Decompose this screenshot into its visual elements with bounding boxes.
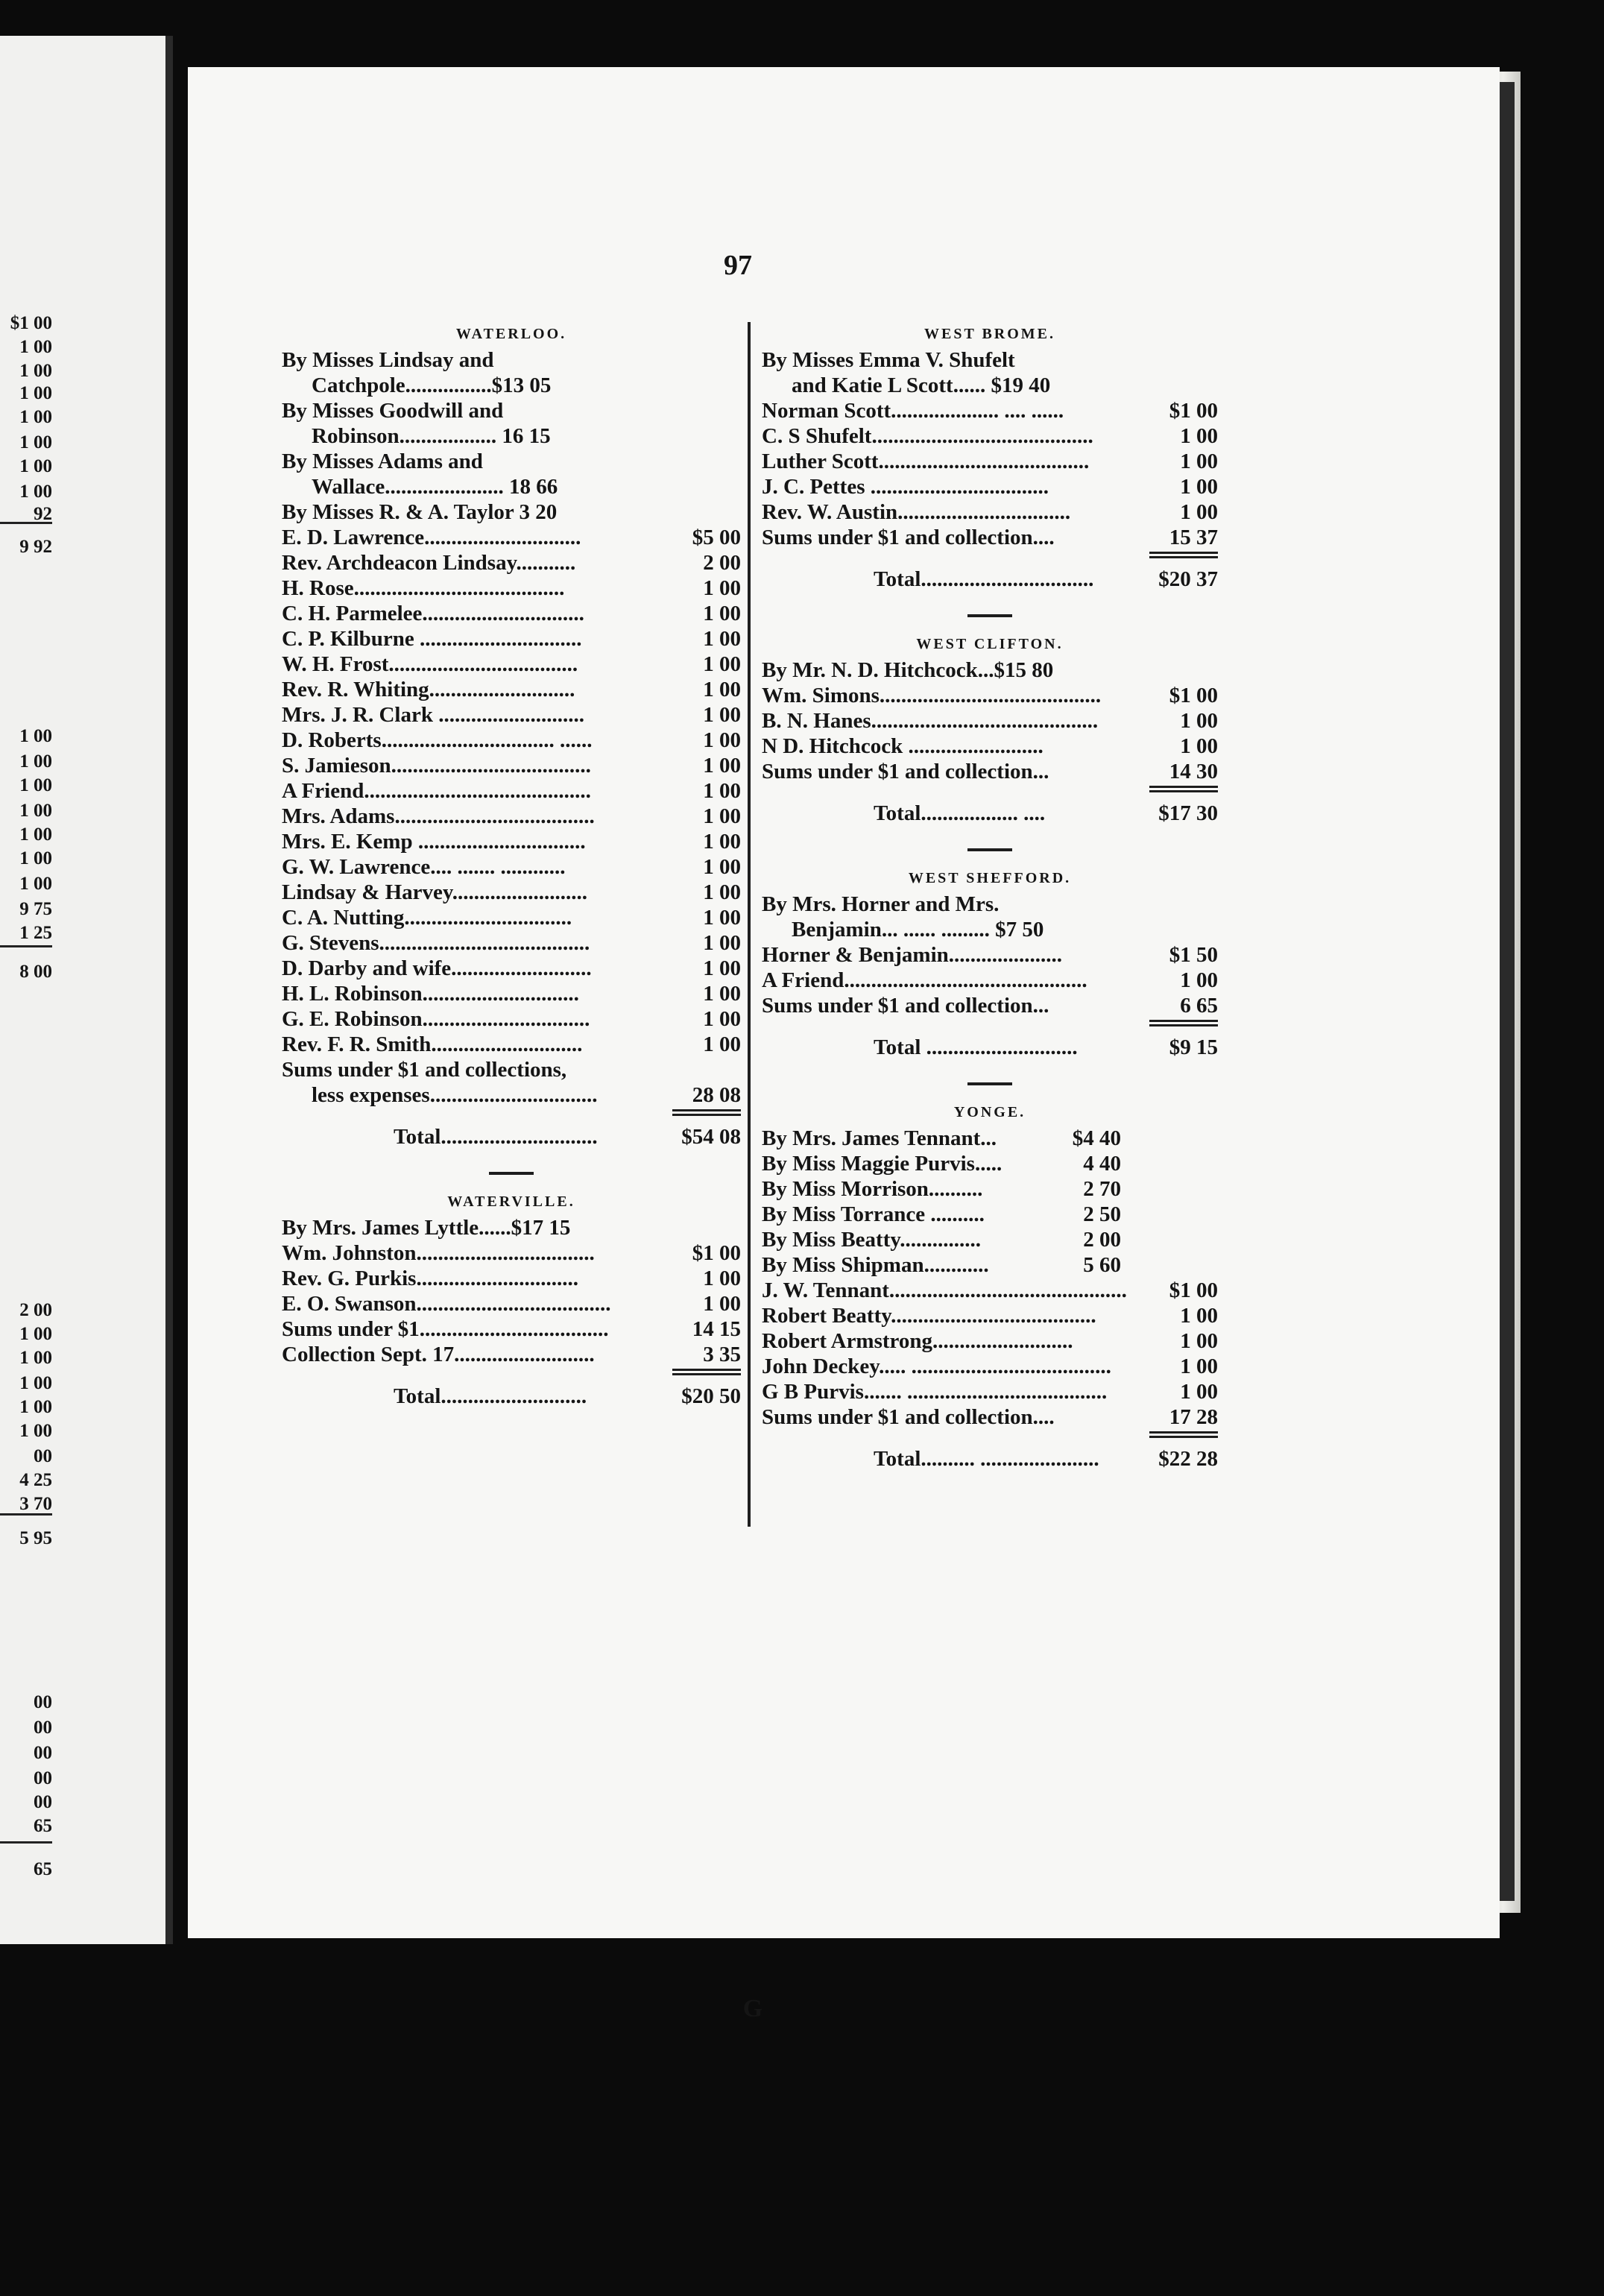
ledger-line — [282, 905, 741, 930]
previous-page-amount: 92 — [34, 504, 52, 524]
previous-page-amount: 1 00 — [19, 383, 52, 403]
entry-amount: 1 00 — [703, 1267, 741, 1290]
previous-page-amount: 4 25 — [19, 1470, 52, 1490]
ledger-line — [762, 373, 1218, 398]
entry-amount: 1 00 — [703, 956, 741, 980]
entry-text: E. O. Swanson.................................... — [282, 1292, 611, 1316]
ledger-line — [282, 702, 741, 728]
entry-text: Benjamin... ...... ......... $7 50 — [792, 918, 1044, 942]
entry-amount: 1 00 — [703, 703, 741, 727]
entry-text: Sums under $1 and collections, — [282, 1058, 567, 1082]
ledger-line — [282, 981, 741, 1006]
entry-amount: 1 00 — [703, 830, 741, 854]
entry-text: By Misses Lindsay and — [282, 348, 494, 372]
entry-text: By Miss Maggie Purvis..... — [762, 1152, 1002, 1176]
page-gutter — [165, 36, 173, 1944]
right-column — [762, 321, 1218, 1480]
entry-text: less expenses............................... — [312, 1083, 598, 1107]
ledger-line — [762, 1202, 1218, 1227]
entry-text: and Katie L Scott...... $19 40 — [792, 373, 1051, 397]
section-heading: WEST CLIFTON. — [916, 636, 1064, 652]
entry-amount: 1 00 — [1180, 450, 1218, 473]
entry-text: Lindsay & Harvey......................... — [282, 880, 588, 904]
section-heading: YONGE. — [953, 1104, 1026, 1120]
ledger-line — [762, 917, 1218, 942]
entry-text: Robinson.................. 16 15 — [312, 424, 551, 448]
ledger-line — [282, 373, 741, 398]
entry-text: By Miss Shipman............ — [762, 1253, 989, 1277]
ledger-line — [282, 575, 741, 601]
previous-page-amount: 65 — [34, 1816, 52, 1836]
section-waterville — [282, 1188, 741, 1418]
previous-page-amount: 1 00 — [19, 1421, 52, 1441]
previous-page-amount: 1 00 — [19, 726, 52, 746]
entry-amount: 1 00 — [703, 678, 741, 701]
ledger-line — [762, 734, 1218, 759]
previous-page-amount: 65 — [34, 1859, 52, 1879]
total-line — [282, 1384, 741, 1409]
entry-text: B. N. Hanes.......................................... — [762, 709, 1099, 733]
entry-amount: 1 00 — [703, 652, 741, 676]
previous-page-amount: 00 — [34, 1692, 52, 1712]
entry-text: By Mr. N. D. Hitchcock...$15 80 — [762, 658, 1054, 682]
entry-amount: 17 28 — [1169, 1405, 1218, 1429]
previous-page-rule — [0, 1513, 52, 1516]
entry-text: W. H. Frost................................... — [282, 652, 578, 676]
entry-text: N D. Hitchcock ......................... — [762, 734, 1043, 758]
ledger-line — [762, 993, 1218, 1018]
entry-text: Wm. Simons......................................... — [762, 684, 1102, 707]
ledger-line — [762, 1151, 1218, 1176]
sum-rule — [762, 784, 1218, 801]
entry-text: Collection Sept. 17.......................... — [282, 1343, 595, 1366]
previous-page-amount: 1 00 — [19, 1373, 52, 1393]
ledger-line — [762, 1354, 1218, 1379]
ledger-line — [762, 683, 1218, 708]
entry-amount: 1 00 — [1180, 475, 1218, 499]
previous-page-amount: 1 00 — [19, 407, 52, 427]
entry-amount: $1 00 — [692, 1241, 741, 1265]
section-yonge — [762, 1099, 1218, 1480]
entry-text: Horner & Benjamin..................... — [762, 943, 1063, 967]
entry-amount: 2 00 — [703, 551, 741, 575]
total-label: Total............................. — [394, 1125, 598, 1149]
ledger-line — [282, 1266, 741, 1291]
previous-page-amount: 1 00 — [19, 848, 52, 868]
ledger-line — [282, 930, 741, 956]
entry-text: H. L. Robinson............................. — [282, 982, 579, 1006]
entry-text: Robert Armstrong.......................... — [762, 1329, 1073, 1353]
sum-rule — [282, 1367, 741, 1384]
entry-amount: 1 00 — [1180, 734, 1218, 758]
ledger-line — [762, 759, 1218, 784]
entry-subamount: 2 50 — [1083, 1202, 1121, 1226]
section-separator — [762, 1069, 1218, 1099]
previous-page-amount: 1 00 — [19, 824, 52, 845]
entry-amount: 14 30 — [1169, 760, 1218, 783]
entry-text: By Miss Morrison.......... — [762, 1177, 983, 1201]
previous-page-amount: 9 75 — [19, 899, 52, 919]
section-heading: WEST SHEFFORD. — [908, 870, 1072, 886]
page-number: 97 — [724, 250, 752, 281]
entry-subamount: 5 60 — [1083, 1253, 1121, 1277]
section-heading: WATERVILLE. — [447, 1193, 575, 1210]
entry-amount: 1 00 — [1180, 424, 1218, 448]
previous-page-rule — [0, 1841, 52, 1844]
entry-amount: 1 00 — [703, 855, 741, 879]
total-line — [762, 1446, 1218, 1472]
previous-page-amount: 3 70 — [19, 1494, 52, 1514]
entry-text: Rev. F. R. Smith............................ — [282, 1032, 583, 1056]
ledger-line — [762, 525, 1218, 550]
entry-text: John Deckey..... ..................................... — [762, 1354, 1111, 1378]
section-heading: WEST BROME. — [924, 326, 1055, 342]
previous-page-amount: 1 00 — [19, 801, 52, 821]
ledger-line — [762, 449, 1218, 474]
book-cover-edge — [1498, 82, 1515, 1901]
total-line — [762, 1035, 1218, 1060]
previous-page-amount: 00 — [34, 1743, 52, 1763]
previous-page-amount: 00 — [34, 1718, 52, 1738]
entry-text: By Mrs. James Lyttle......$17 15 — [282, 1216, 571, 1240]
entry-text: D. Roberts................................ ...... — [282, 728, 593, 752]
ledger-line — [282, 880, 741, 905]
ledger-line — [282, 525, 741, 550]
entry-text: Sums under $1 and collection... — [762, 994, 1049, 1018]
entry-amount: $1 50 — [1169, 943, 1218, 967]
ledger-line — [762, 398, 1218, 423]
ledger-line — [282, 1006, 741, 1032]
entry-text: By Misses Emma V. Shufelt — [762, 348, 1015, 372]
signature-mark: G — [742, 1995, 763, 2022]
entry-amount: 1 00 — [1180, 500, 1218, 524]
total-amount: $22 28 — [1158, 1447, 1218, 1471]
ledger-line — [762, 1176, 1218, 1202]
entry-amount: 1 00 — [703, 931, 741, 955]
ledger-line — [282, 1291, 741, 1316]
previous-page-amount: 9 92 — [19, 537, 52, 557]
previous-page-amount: 1 25 — [19, 923, 52, 943]
entry-text: By Miss Beatty............... — [762, 1228, 982, 1252]
ledger-line — [282, 1215, 741, 1240]
entry-text: H. Rose....................................... — [282, 576, 565, 600]
entry-text: Rev. Archdeacon Lindsay........... — [282, 551, 576, 575]
ledger-line — [282, 956, 741, 981]
total-amount: $54 08 — [681, 1125, 741, 1149]
entry-text: C. H. Parmelee.............................. — [282, 602, 584, 625]
entry-amount: 1 00 — [703, 779, 741, 803]
entry-amount: 1 00 — [703, 728, 741, 752]
ledger-line — [762, 942, 1218, 968]
previous-page-amount: 8 00 — [19, 962, 52, 982]
entry-text: By Mrs. Horner and Mrs. — [762, 892, 1000, 916]
ledger-line — [282, 728, 741, 753]
total-amount: $20 37 — [1158, 567, 1218, 591]
ledger-line — [282, 753, 741, 778]
ledger-line — [282, 550, 741, 575]
total-label: Total.................. .... — [874, 801, 1046, 825]
entry-amount: $1 00 — [1169, 1278, 1218, 1302]
sum-rule — [282, 1108, 741, 1124]
entry-text: Robert Beatty...................................... — [762, 1304, 1096, 1328]
total-line — [762, 801, 1218, 826]
total-amount: $20 50 — [681, 1384, 741, 1408]
entry-amount: $1 00 — [1169, 684, 1218, 707]
sum-rule — [762, 1430, 1218, 1446]
entry-amount: $1 00 — [1169, 399, 1218, 423]
entry-amount: 1 00 — [703, 627, 741, 651]
previous-page-amount: 1 00 — [19, 874, 52, 894]
ledger-line — [282, 423, 741, 449]
ledger-line — [282, 1032, 741, 1057]
entry-text: Rev. R. Whiting........................... — [282, 678, 575, 701]
previous-page-amount: 1 00 — [19, 361, 52, 381]
entry-text: J. W. Tennant............................................ — [762, 1278, 1127, 1302]
previous-page-amount: 00 — [34, 1792, 52, 1812]
entry-text: J. C. Pettes ................................. — [762, 475, 1049, 499]
ledger-line — [762, 1328, 1218, 1354]
entry-amount: 1 00 — [1180, 1354, 1218, 1378]
ledger-line — [282, 1342, 741, 1367]
entry-text: Sums under $1................................... — [282, 1317, 609, 1341]
total-amount: $17 30 — [1158, 801, 1218, 825]
entry-text: G. Stevens....................................... — [282, 931, 590, 955]
ledger-line — [282, 499, 741, 525]
section-west-shefford — [762, 865, 1218, 1069]
ledger-line — [762, 1227, 1218, 1252]
ledger-line — [762, 499, 1218, 525]
previous-page-amount: 1 00 — [19, 1324, 52, 1344]
ledger-line — [762, 1278, 1218, 1303]
ledger-line — [282, 1082, 741, 1108]
entry-text: Rev. G. Purkis.............................. — [282, 1267, 578, 1290]
entry-text: Catchpole................$13 05 — [312, 373, 552, 397]
entry-amount: 1 00 — [1180, 709, 1218, 733]
ledger-line — [282, 652, 741, 677]
ledger-line — [762, 1404, 1218, 1430]
ledger-line — [282, 1240, 741, 1266]
entry-amount: 1 00 — [703, 804, 741, 828]
ledger-line — [762, 474, 1218, 499]
entry-amount: 1 00 — [1180, 968, 1218, 992]
total-line — [282, 1124, 741, 1149]
ledger-line — [762, 1379, 1218, 1404]
entry-amount: 1 00 — [1180, 1380, 1218, 1404]
previous-page-edge — [0, 36, 173, 1944]
entry-amount: 1 00 — [1180, 1304, 1218, 1328]
total-label: Total.......... ...................... — [874, 1447, 1099, 1471]
entry-text: Wm. Johnston................................. — [282, 1241, 595, 1265]
entry-amount: 28 08 — [692, 1083, 741, 1107]
previous-page-amount: $1 00 — [10, 313, 52, 333]
ledger-line — [762, 1126, 1218, 1151]
section-separator — [762, 601, 1218, 631]
entry-text: Mrs. Adams..................................... — [282, 804, 595, 828]
entry-amount: 1 00 — [703, 906, 741, 930]
previous-page-amount: 1 00 — [19, 482, 52, 502]
entry-text: Sums under $1 and collection.... — [762, 526, 1055, 549]
entry-amount: 1 00 — [703, 602, 741, 625]
entry-amount: 1 00 — [703, 1032, 741, 1056]
previous-page-amount: 1 00 — [19, 751, 52, 772]
ledger-line — [282, 854, 741, 880]
entry-text: G. E. Robinson............................... — [282, 1007, 590, 1031]
entry-subamount: $4 40 — [1072, 1126, 1121, 1150]
entry-text: Norman Scott.................... .... ...... — [762, 399, 1064, 423]
total-label: Total........................... — [394, 1384, 587, 1408]
section-waterloo — [282, 321, 741, 1158]
entry-amount: 1 00 — [703, 576, 741, 600]
entry-amount: 6 65 — [1180, 994, 1218, 1018]
previous-page-amount: 2 00 — [19, 1300, 52, 1320]
entry-text: C. P. Kilburne .............................. — [282, 627, 582, 651]
left-column — [282, 321, 741, 1418]
entry-text: S. Jamieson..................................... — [282, 754, 591, 778]
ledger-line — [762, 347, 1218, 373]
previous-page-amount: 00 — [34, 1446, 52, 1466]
ledger-line — [282, 398, 741, 423]
section-separator — [762, 835, 1218, 865]
ledger-line — [762, 968, 1218, 993]
entry-amount: 15 37 — [1169, 526, 1218, 549]
entry-text: Mrs. J. R. Clark ........................... — [282, 703, 584, 727]
entry-amount: 1 00 — [703, 1292, 741, 1316]
sum-rule — [762, 550, 1218, 567]
entry-amount: 3 35 — [703, 1343, 741, 1366]
entry-text: By Misses Adams and — [282, 450, 483, 473]
ledger-line — [762, 657, 1218, 683]
ledger-line — [762, 1303, 1218, 1328]
ledger-line — [282, 778, 741, 804]
entry-text: By Miss Torrance .......... — [762, 1202, 985, 1226]
entry-text: By Misses Goodwill and — [282, 399, 504, 423]
ledger-line — [762, 892, 1218, 917]
entry-amount: 1 00 — [703, 880, 741, 904]
ledger-line — [282, 677, 741, 702]
previous-page-rule — [0, 945, 52, 947]
previous-page-amount: 1 00 — [19, 1348, 52, 1368]
section-west-clifton — [762, 631, 1218, 835]
ledger-line — [282, 347, 741, 373]
ledger-line — [282, 829, 741, 854]
entry-text: Sums under $1 and collection.... — [762, 1405, 1055, 1429]
ledger-line — [282, 626, 741, 652]
previous-page-rule — [0, 522, 52, 524]
column-divider — [748, 322, 751, 1527]
entry-text: C. S Shufelt......................................... — [762, 424, 1093, 448]
entry-text: D. Darby and wife.......................... — [282, 956, 592, 980]
entry-amount: 1 00 — [703, 754, 741, 778]
entry-text: Luther Scott....................................... — [762, 450, 1090, 473]
entry-text: Sums under $1 and collection... — [762, 760, 1049, 783]
entry-text: Wallace...................... 18 66 — [312, 475, 558, 499]
previous-page-amount: 1 00 — [19, 456, 52, 476]
entry-text: G. W. Lawrence.... ....... ............ — [282, 855, 566, 879]
total-label: Total................................ — [874, 567, 1094, 591]
entry-amount: 1 00 — [703, 982, 741, 1006]
total-line — [762, 567, 1218, 592]
ledger-line — [762, 708, 1218, 734]
previous-page-amount: 1 00 — [19, 337, 52, 357]
previous-page-amount: 1 00 — [19, 775, 52, 795]
ledger-line — [282, 804, 741, 829]
entry-amount: 14 15 — [692, 1317, 741, 1341]
entry-subamount: 2 70 — [1083, 1177, 1121, 1201]
section-heading: WATERLOO. — [455, 326, 567, 342]
entry-text: A Friend............................................. — [762, 968, 1087, 992]
sum-rule — [762, 1018, 1218, 1035]
entry-text: G B Purvis....... ..................................... — [762, 1380, 1108, 1404]
entry-text: By Misses R. & A. Taylor 3 20 — [282, 500, 558, 524]
ledger-line — [762, 1252, 1218, 1278]
total-amount: $9 15 — [1169, 1035, 1218, 1059]
entry-text: Rev. W. Austin................................ — [762, 500, 1071, 524]
entry-amount: $5 00 — [692, 526, 741, 549]
entry-amount: 1 00 — [703, 1007, 741, 1031]
entry-text: A Friend.......................................... — [282, 779, 591, 803]
entry-amount: 1 00 — [1180, 1329, 1218, 1353]
section-separator — [282, 1158, 741, 1188]
entry-subamount: 2 00 — [1083, 1228, 1121, 1252]
previous-page-amount: 5 95 — [19, 1528, 52, 1548]
ledger-line — [282, 601, 741, 626]
entry-subamount: 4 40 — [1083, 1152, 1121, 1176]
previous-page-amount: 00 — [34, 1768, 52, 1788]
previous-page-amount: 1 00 — [19, 432, 52, 452]
ledger-line — [282, 1316, 741, 1342]
entry-text: C. A. Nutting............................... — [282, 906, 572, 930]
ledger-line — [282, 474, 741, 499]
ledger-line — [282, 1057, 741, 1082]
entry-text: E. D. Lawrence............................. — [282, 526, 581, 549]
section-west-brome — [762, 321, 1218, 601]
previous-page-amount: 1 00 — [19, 1397, 52, 1417]
ledger-line — [282, 449, 741, 474]
entry-text: By Mrs. James Tennant... — [762, 1126, 997, 1150]
entry-text: Mrs. E. Kemp ............................... — [282, 830, 586, 854]
total-label: Total ............................ — [874, 1035, 1078, 1059]
ledger-line — [762, 423, 1218, 449]
